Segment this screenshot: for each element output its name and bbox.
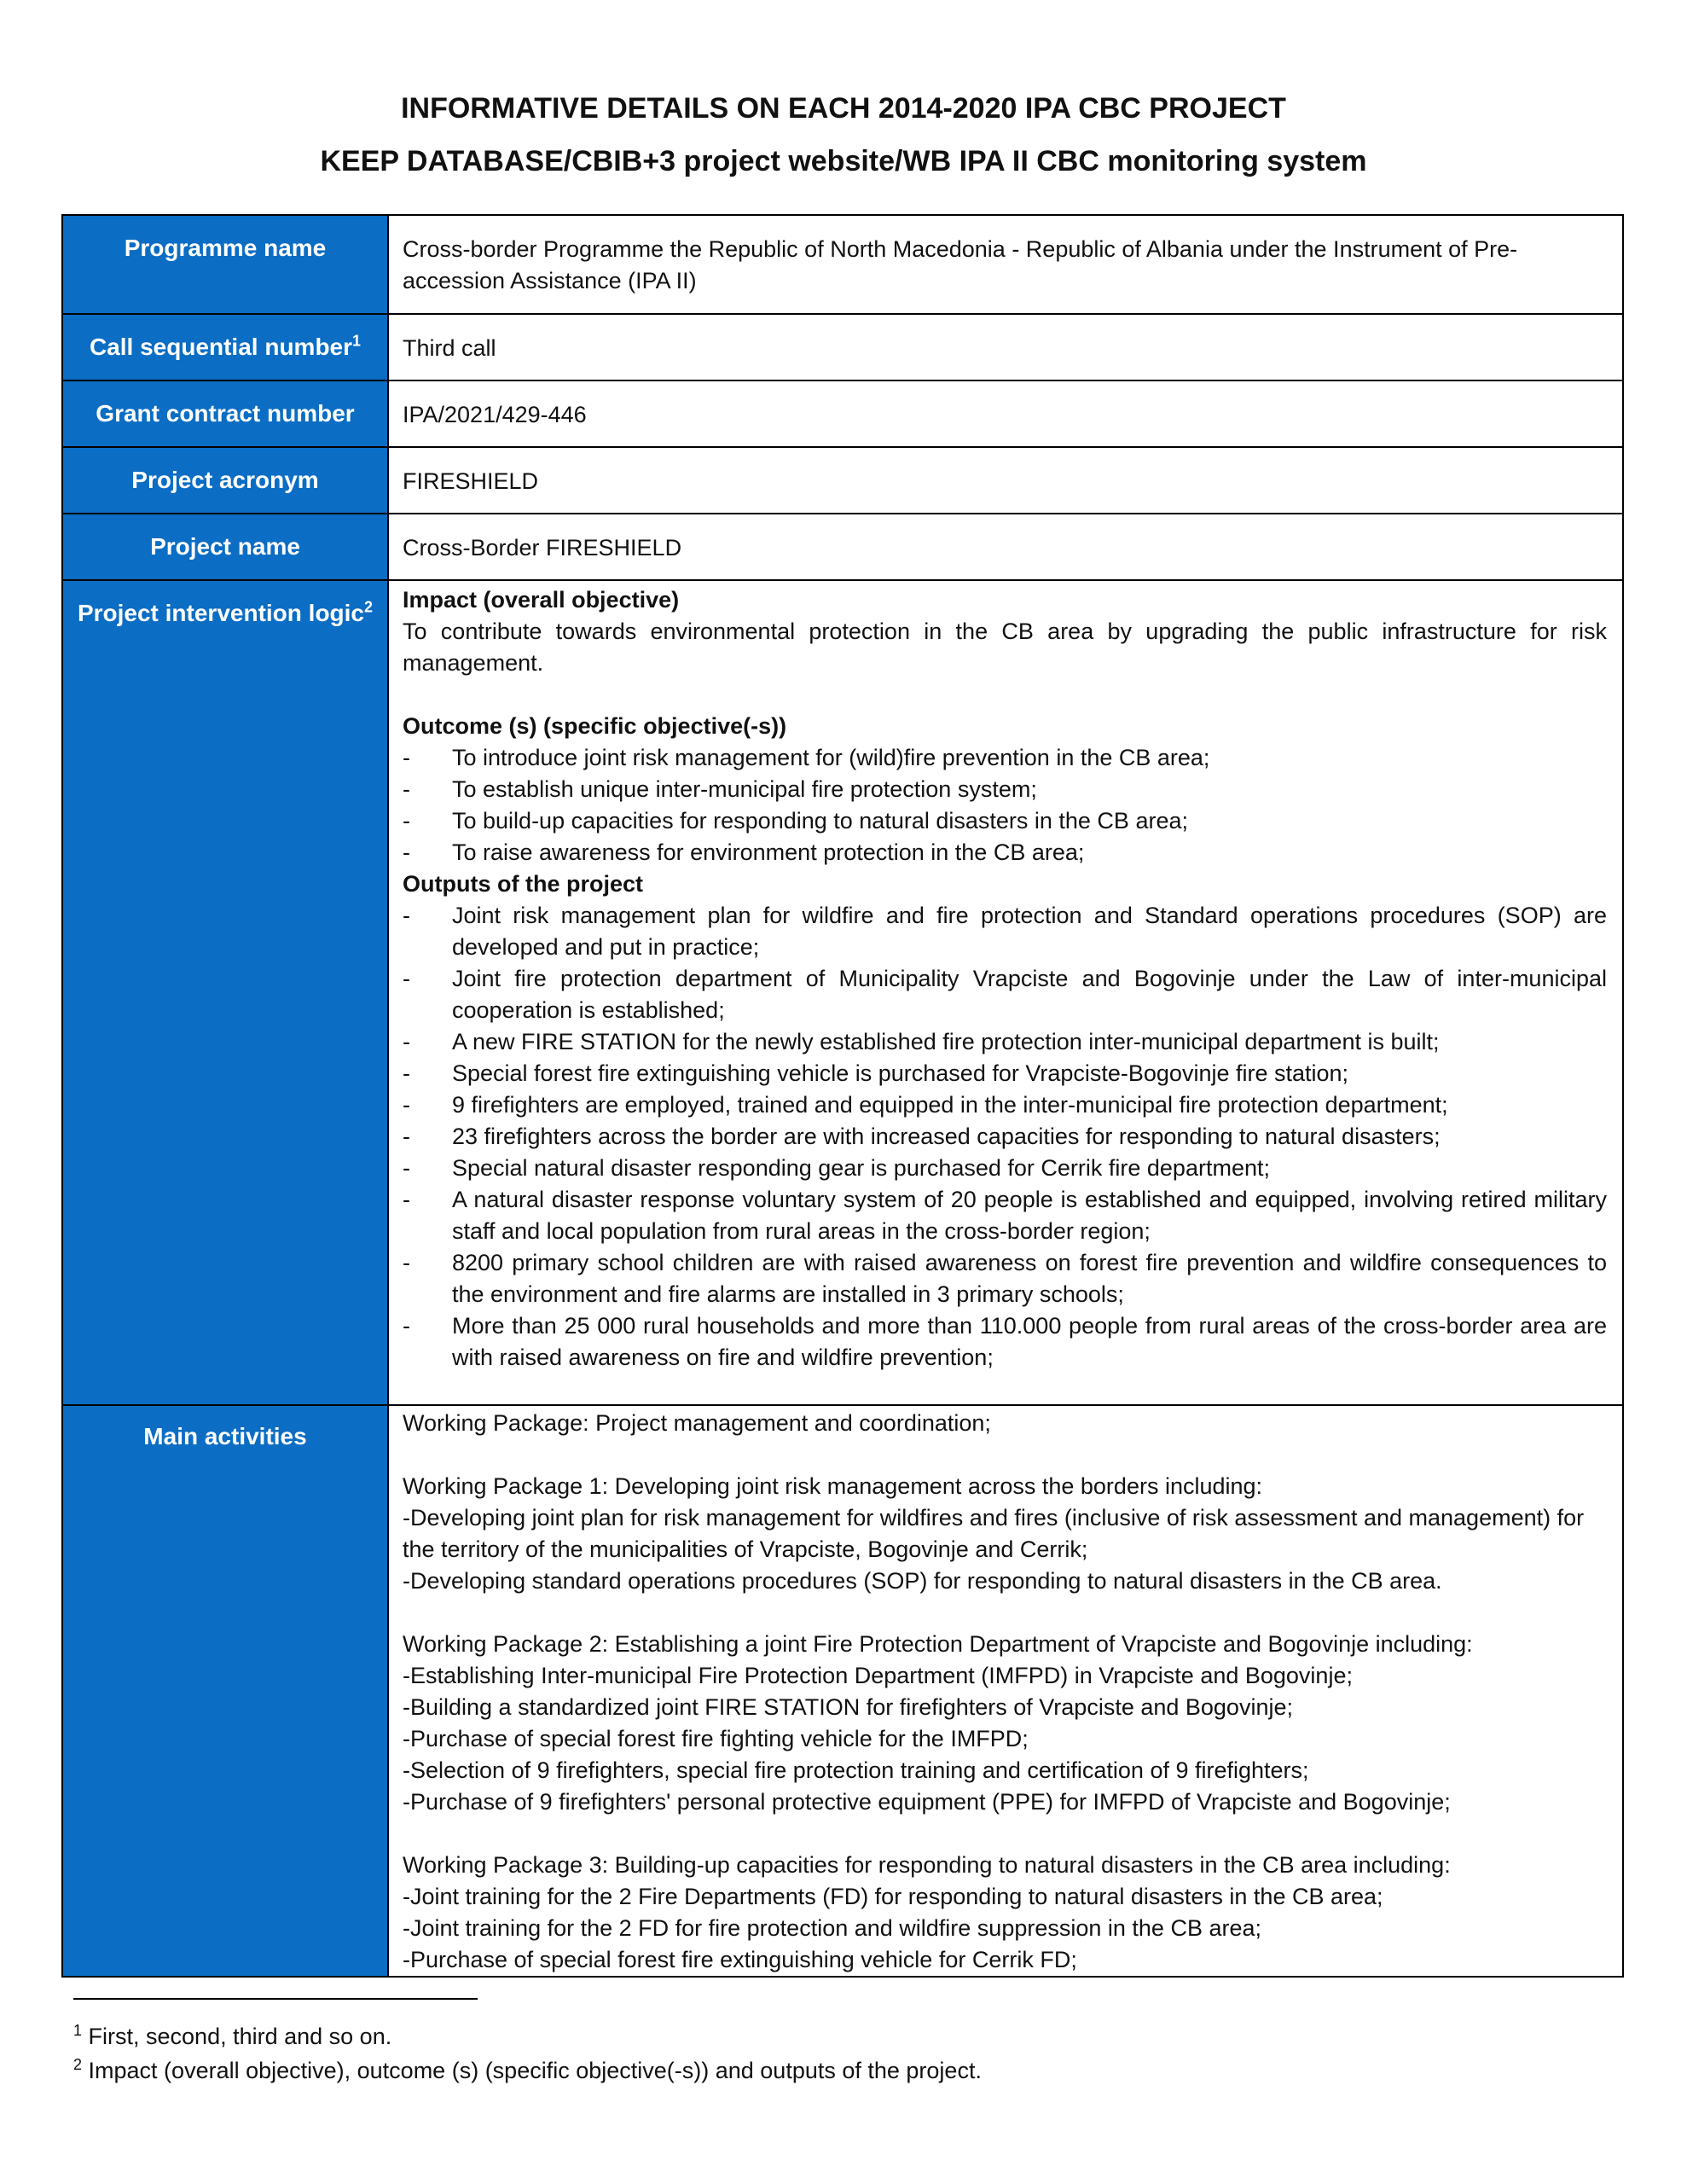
list-item: - Joint risk management plan for wildfire and fire protection and Standard operations procedures (SOP) are developed and put in practice; (403, 900, 1607, 963)
footnote-ref: 1 (352, 332, 362, 350)
row-grant-contract (62, 380, 1623, 447)
list-item: - 23 firefighters across the border are with increased capacities for responding to natural disasters; (403, 1121, 1607, 1153)
list-item: - A natural disaster response voluntary system of 20 people is established and equipped, involving retired military staff and local population from rural areas in the cross-border region; (403, 1184, 1607, 1247)
label-text: Project acronym (131, 467, 319, 493)
wp2-heading: Working Package 2: Establishing a joint Fire Protection Department of Vrapciste and Bogovinje including: (403, 1631, 1473, 1657)
outputs-list (403, 900, 1607, 1374)
impact-text: To contribute towards environmental protection in the CB area by upgrading the public infrastructure for risk management. (403, 619, 1607, 676)
footnote-2 (73, 2058, 982, 2084)
footnote-number: 1 (73, 2022, 83, 2039)
value-project-name: Cross-Border FIRESHIELD (388, 514, 1623, 580)
label-text: Main activities (143, 1423, 307, 1449)
list-item: - To build-up capacities for responding to natural disasters in the CB area; (403, 805, 1607, 837)
value-intervention-logic (388, 580, 1623, 1405)
wp3-item: -Joint training for the 2 Fire Departments (FD) for responding to natural disasters in the CB area; (403, 1884, 1383, 1909)
impact-heading: Impact (overall objective) (403, 587, 680, 613)
footnote-text: Impact (overall objective), outcome (s) (specific objective(-s)) and outputs of the project. (88, 2058, 982, 2083)
wp3-heading: Working Package 3: Building-up capacities for responding to natural disasters in the CB area including: (403, 1852, 1451, 1878)
footnote-divider (73, 1998, 478, 2000)
row-main-activities (62, 1405, 1623, 1977)
footnote-number: 2 (73, 2056, 83, 2073)
row-project-name (62, 514, 1623, 580)
label-programme-name (62, 215, 388, 314)
wp2-item: -Establishing Inter-municipal Fire Protection Department (IMFPD) in Vrapciste and Bogovinje; (403, 1663, 1353, 1688)
row-acronym (62, 447, 1623, 514)
project-info-table (61, 214, 1624, 1978)
document-subtitle: KEEP DATABASE/CBIB+3 project website/WB IPA II CBC monitoring system (320, 145, 1367, 177)
list-item: - 9 firefighters are employed, trained and equipped in the inter-municipal fire protection department; (403, 1089, 1607, 1121)
label-call-number (62, 314, 388, 380)
wp1-heading: Working Package 1: Developing joint risk management across the borders including: (403, 1473, 1263, 1499)
list-item: - More than 25 000 rural households and more than 110.000 people from rural areas of the cross-border area are with raised awareness on fire and wildfire prevention; (403, 1310, 1607, 1374)
value-grant-contract: IPA/2021/429-446 (388, 380, 1623, 447)
value-main-activities (388, 1405, 1623, 1977)
value-call-number: Third call (388, 314, 1623, 380)
label-project-name (62, 514, 388, 580)
label-main-activities (62, 1405, 388, 1977)
footnote-text: First, second, third and so on. (88, 2024, 392, 2049)
wp2-item: -Building a standardized joint FIRE STATION for firefighters of Vrapciste and Bogovinje; (403, 1694, 1293, 1720)
label-text: Call sequential number (89, 334, 353, 360)
list-item: - Special natural disaster responding gear is purchased for Cerrik fire department; (403, 1153, 1607, 1184)
value-acronym: FIRESHIELD (388, 447, 1623, 514)
list-item: - 8200 primary school children are with raised awareness on forest fire prevention and wildfire consequences to the environment and fire alarms are installed in 3 primary schools; (403, 1247, 1607, 1310)
wp0-line: Working Package: Project management and coordination; (403, 1410, 991, 1436)
wp2-item: -Selection of 9 firefighters, special fire protection training and certification of 9 firefighters; (403, 1757, 1309, 1783)
label-intervention-logic (62, 580, 388, 1405)
outputs-heading: Outputs of the project (403, 871, 643, 897)
list-item: - Joint fire protection department of Municipality Vrapciste and Bogovinje under the Law of inter-municipal cooperation is established; (403, 963, 1607, 1026)
wp1-item: -Developing joint plan for risk management for wildfires and fires (inclusive of risk assessment and management) for the territory of the municipalities of Vrapciste, Bogovinje and Cerrik; (403, 1505, 1585, 1562)
label-acronym (62, 447, 388, 514)
list-item: - To establish unique inter-municipal fire protection system; (403, 774, 1607, 805)
value-programme-name: Cross-border Programme the Republic of North Macedonia - Republic of Albania under the Instrument of Pre-accession Assistance (IPA II) (388, 215, 1623, 314)
row-programme-name (62, 215, 1623, 314)
wp3-item: -Purchase of special forest fire extinguishing vehicle for Cerrik FD; (403, 1947, 1077, 1972)
label-text: Project name (150, 533, 300, 560)
footnote-1 (73, 2024, 391, 2050)
wp3-item: -Joint training for the 2 FD for fire protection and wildfire suppression in the CB area; (403, 1915, 1261, 1941)
list-item: - Special forest fire extinguishing vehicle is purchased for Vrapciste-Bogovinje fire station; (403, 1058, 1607, 1089)
label-grant-contract (62, 380, 388, 447)
document-title: INFORMATIVE DETAILS ON EACH 2014-2020 IPA CBC PROJECT (401, 92, 1286, 125)
wp2-item: -Purchase of special forest fire fighting vehicle for the IMFPD; (403, 1726, 1029, 1751)
wp1-item: -Developing standard operations procedures (SOP) for responding to natural disasters in the CB area. (403, 1568, 1442, 1594)
outcome-list (403, 742, 1607, 868)
wp2-item: -Purchase of 9 firefighters' personal protective equipment (PPE) for IMFPD of Vrapciste and Bogovinje; (403, 1789, 1451, 1815)
label-text: Programme name (124, 235, 327, 261)
row-call-number (62, 314, 1623, 380)
row-intervention-logic (62, 580, 1623, 1405)
footnote-ref: 2 (364, 598, 374, 616)
list-item: - To raise awareness for environment protection in the CB area; (403, 837, 1607, 868)
list-item: - To introduce joint risk management for (wild)fire prevention in the CB area; (403, 742, 1607, 774)
list-item: - A new FIRE STATION for the newly established fire protection inter-municipal department is built; (403, 1026, 1607, 1058)
outcome-heading: Outcome (s) (specific objective(-s)) (403, 713, 787, 739)
label-text: Project intervention logic (77, 600, 365, 626)
label-text: Grant contract number (96, 400, 355, 427)
